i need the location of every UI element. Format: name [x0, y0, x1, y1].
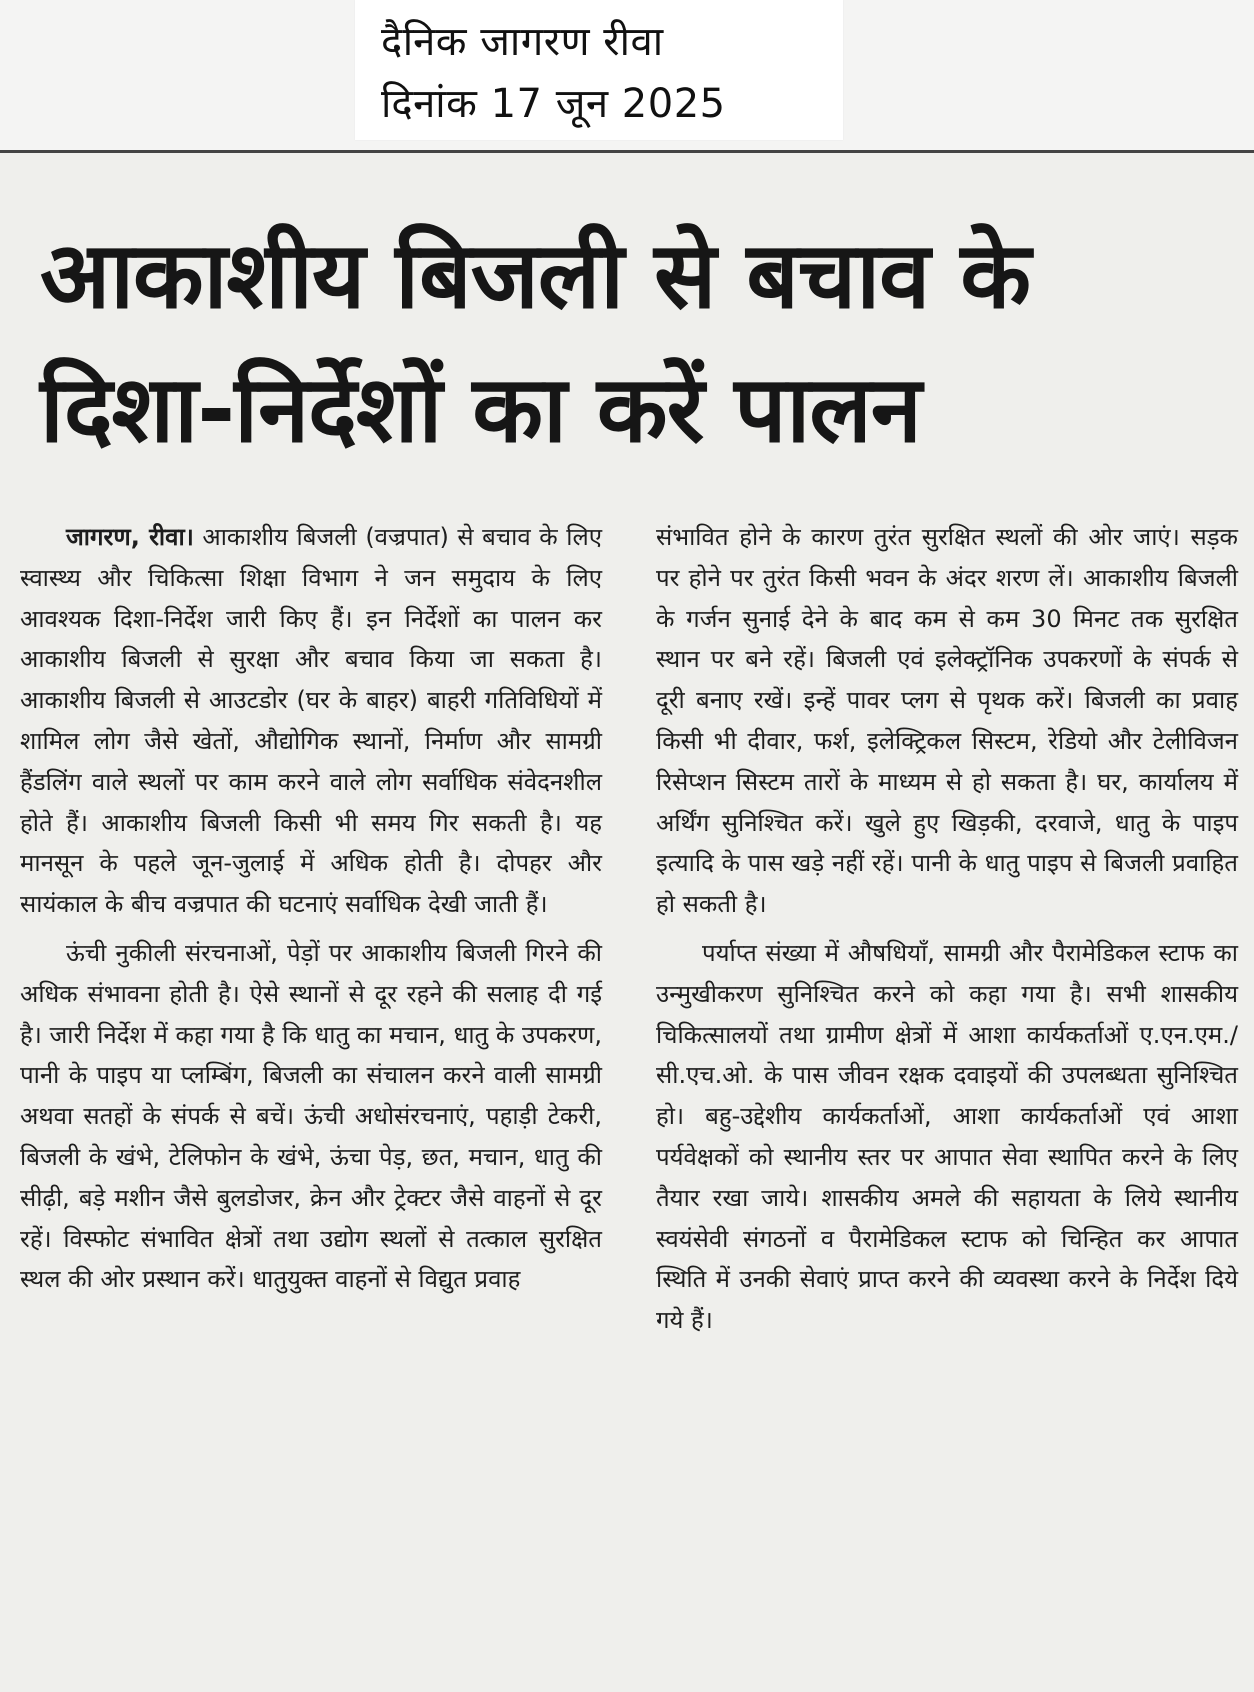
article-paragraph: [20, 517, 602, 925]
article-paragraph: संभावित होने के कारण तुरंत सुरक्षित स्थलों की ओर जाएं। सड़क पर होने पर तुरंत किसी भवन के अंदर शरण लें। आकाशीय बिजली के गर्जन सुनाई देने के बाद कम से कम 30 मिनट तक सुरक्षित स्थान पर बने रहें। बिजली एवं इलेक्ट्रॉनिक उपकरणों के संपर्क से दूरी बनाए रखें। इन्हें पावर प्लग से पृथक करें। बिजली का प्रवाह किसी भी दीवार, फर्श, इलेक्ट्रिकल सिस्टम, रेडियो और टेलीविजन रिसेप्शन सिस्टम तारों के माध्यम से हो सकता है। घर, कार्यालय में अर्थिंग सुनिश्चित करें। खुले हुए खिड़की, दरवाजे, धातु के पाइप इत्यादि के पास खड़े नहीं रहें। पानी के धातु पाइप से बिजली प्रवाहित हो सकती है।: [656, 523, 1238, 919]
newspaper-clipping: [0, 150, 1254, 1692]
paragraph-text: आकाशीय बिजली (वज्रपात) से बचाव के लिए स्वास्थ्य और चिकित्सा शिक्षा विभाग ने जन समुदाय के लिए आवश्यक दिशा-निर्देश जारी किए हैं। इन निर्देशों का पालन कर आकाशीय बिजली से सुरक्षा और बचाव किया जा सकता है। आकाशीय बिजली से आउटडोर (घर के बाहर) बाहरी गतिविधियों में शामिल लोग जैसे खेतों, औद्योगिक स्थानों, निर्माण और सामग्री हैंडलिंग वाले स्थलों पर काम करने वाले लोग सर्वाधिक संवेदनशील होते हैं। आकाशीय बिजली किसी भी समय गिर सकती है। यह मानसून के पहले जून-जुलाई में अधिक होती है। दोपहर और सायंकाल के बीच वज्रपात की घटनाएं सर्वाधिक देखी जाती हैं।: [20, 523, 602, 919]
headline-line-1: आकाशीय बिजली से बचाव के: [40, 222, 1030, 329]
article-column-right: [656, 517, 1238, 1341]
dateline: जागरण, रीवा।: [66, 523, 194, 551]
article-paragraph: पर्याप्त संख्या में औषधियाँ, सामग्री और पैरामेडिकल स्टाफ का उन्मुखीकरण सुनिश्चित करने को कहा गया है। सभी शासकीय चिकित्सालयों तथा ग्रामीण क्षेत्रों में आशा कार्यकर्ताओं ए.एन.एम./सी.एच.ओ. के पास जीवन रक्षक दवाइयों की उपलब्धता सुनिश्चित हो। बहु-उद्देशीय कार्यकर्ताओं, आशा कार्यकर्ताओं एवं आशा पर्यवेक्षकों को स्थानीय स्तर पर आपात सेवा स्थापित करने के लिए तैयार रखा जाये। शासकीय अमले की सहायता के लिये स्थानीय स्वयंसेवी संगठनों व पैरामेडिकल स्टाफ को चिन्हित कर आपात स्थिति में उनकी सेवाएं प्राप्त करने की व्यवस्था करने के निर्देश दिये गये हैं।: [656, 938, 1238, 1335]
article-column-left: [20, 517, 602, 1300]
article-paragraph: ऊंची नुकीली संरचनाओं, पेड़ों पर आकाशीय बिजली गिरने की अधिक संभावना होती है। ऐसे स्थानों से दूर रहने की सलाह दी गई है। जारी निर्देश में कहा गया है कि धातु का मचान, धातु के उपकरण, पानी के पाइप या प्लम्बिंग, बिजली का संचालन करने वाली सामग्री अथवा सतहों के संपर्क से बचें। ऊंची अधोसंरचनाएं, पहाड़ी टेकरी, बिजली के खंभे, टेलिफोन के खंभे, ऊंचा पेड़, छत, मचान, धातु की सीढ़ी, बड़े मशीन जैसे बुलडोजर, क्रेन और ट्रेक्टर जैसे वाहनों से दूर रहें। विस्फोट संभावित क्षेत्रों तथा उद्योग स्थलों से तत्काल सुरक्षित स्थल की ओर प्रस्थान करें। धातुयुक्त वाहनों से विद्युत प्रवाह: [20, 938, 602, 1294]
source-label: [355, 0, 843, 140]
publication-date: दिनांक 17 जून 2025: [381, 81, 726, 127]
headline-line-2: दिशा-निर्देशों का करें पालन: [40, 356, 921, 463]
newspaper-name: दैनिक जागरण रीवा: [381, 19, 664, 65]
